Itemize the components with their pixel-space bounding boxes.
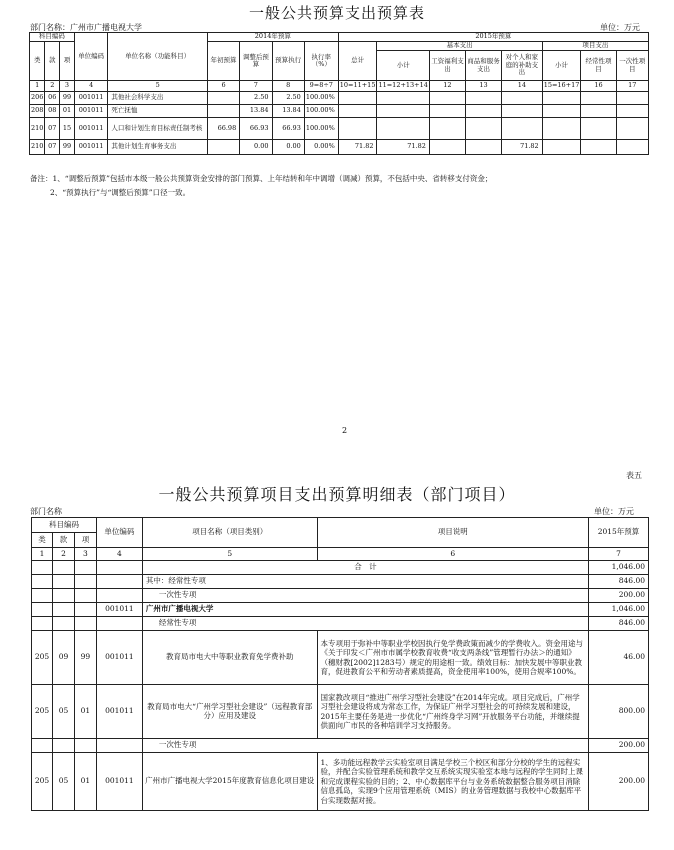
budget-expense-table <box>29 32 649 155</box>
th-subtotal: 小计 <box>377 51 429 81</box>
th-lei: 类 <box>32 533 53 548</box>
cell-project-name: 教育局市电大中等职业教育免学费补助 <box>142 631 317 685</box>
table-row <box>30 92 649 105</box>
cell-total <box>338 92 377 105</box>
onetime-section-label: 一次性专项 <box>142 739 588 753</box>
cell-name: 其他社会科学支出 <box>108 92 207 105</box>
th-project-desc: 项目说明 <box>317 518 588 548</box>
th-initial: 年初预算 <box>207 42 239 81</box>
cell-initial: 66.98 <box>207 118 239 140</box>
cell-p-subtotal <box>542 118 581 140</box>
index-cell: 3 <box>60 81 75 92</box>
cell-p-subtotal <box>542 92 581 105</box>
index-cell: 5 <box>108 81 207 92</box>
cell-onetime <box>616 118 648 140</box>
summary-onetime-value: 200.00 <box>589 589 649 603</box>
th-xiang: 项 <box>60 42 75 81</box>
cell-recurring <box>581 105 616 118</box>
cell-lei: 205 <box>32 685 53 739</box>
cell-onetime <box>616 140 648 155</box>
index-cell: 5 <box>142 548 317 561</box>
th-adjusted: 调整后预算 <box>240 42 272 81</box>
cell-goods <box>465 105 501 118</box>
top-title: 一般公共预算支出预算表 <box>248 4 425 22</box>
index-cell: 10=11+15 <box>338 81 377 92</box>
summary-recurring-row <box>32 575 649 589</box>
index-cell: 2 <box>45 81 60 92</box>
cell-project-desc: 国家教改项目“推进广州学习型社会建设”在2014年完成。项目完成后，广州学习型社会建设将成为常态工作，为保证广州学习型社会的可持续发展和建设，2015年主要任务是进一步优化“广州终身学习网”开放服务平台功能，并继续提供面向广市民的各种培训学习支持服务。 <box>317 685 588 739</box>
index-cell: 14 <box>502 81 543 92</box>
cell-initial <box>207 92 239 105</box>
th-wage: 工资福利支出 <box>429 51 465 81</box>
cell-goods <box>465 92 501 105</box>
cell-code: 001011 <box>96 631 142 685</box>
cell-project-name: 教育局市电大“广州学习型社会建设”（远程教育部分）应用及建设 <box>142 685 317 739</box>
cell-kuan: 05 <box>52 753 74 811</box>
unit-row-code: 001011 <box>96 603 142 617</box>
index-cell: 4 <box>74 81 108 92</box>
cell-total <box>338 105 377 118</box>
table-row <box>32 753 649 811</box>
cell-wage <box>429 140 465 155</box>
summary-total-value: 1,046.00 <box>589 561 649 575</box>
top-unit: 单位：万元 <box>600 23 640 32</box>
index-cell: 7 <box>589 548 649 561</box>
cell-adjusted: 2.50 <box>240 92 272 105</box>
cell-name: 死亡抚恤 <box>108 105 207 118</box>
cell-kuan: 09 <box>52 631 74 685</box>
cell-recurring <box>581 140 616 155</box>
index-cell: 6 <box>207 81 239 92</box>
index-cell: 2 <box>52 548 74 561</box>
cell-rate: 0.00% <box>304 140 338 155</box>
unit-row-name: 广州市广播电视大学 <box>142 603 588 617</box>
index-cell: 6 <box>317 548 588 561</box>
index-cell: 9=8÷7 <box>304 81 338 92</box>
cell-adjusted: 13.84 <box>240 105 272 118</box>
cell-budget: 200.00 <box>589 753 649 811</box>
summary-recurring-label: 其中：经常性专项 <box>142 575 588 589</box>
index-cell: 4 <box>96 548 142 561</box>
bottom-dept-label: 部门名称 <box>30 507 62 516</box>
page-number: 2 <box>342 426 348 435</box>
note-1: 备注：1、“调整后预算”包括市本级一般公共预算资金安排的部门预算、上年结转和年中调增（调减）预算，不包括中央、省转移支付资金； <box>30 174 493 183</box>
index-cell: 7 <box>240 81 272 92</box>
th-goods: 商品和服务支出 <box>465 51 501 81</box>
table-row <box>32 631 649 685</box>
table-label: 表五 <box>626 471 642 480</box>
index-cell: 16 <box>581 81 616 92</box>
cell-lei: 206 <box>30 92 45 105</box>
index-row <box>32 548 649 561</box>
th-basic: 基本支出 <box>377 42 542 51</box>
cell-lei: 205 <box>32 631 53 685</box>
cell-adjusted: 0.00 <box>240 140 272 155</box>
summary-total-row <box>32 561 649 575</box>
cell-wage <box>429 118 465 140</box>
summary-onetime-row <box>32 589 649 603</box>
cell-kuan: 05 <box>52 685 74 739</box>
cell-exec: 13.84 <box>272 105 304 118</box>
cell-code: 001011 <box>96 753 142 811</box>
summary-recurring-value: 846.00 <box>589 575 649 589</box>
cell-name: 其他计划生育事务支出 <box>108 140 207 155</box>
cell-kuan: 06 <box>45 92 60 105</box>
cell-subsidy <box>502 105 543 118</box>
cell-xiang: 99 <box>74 631 96 685</box>
cell-adjusted: 66.93 <box>240 118 272 140</box>
cell-rate: 100.00% <box>304 118 338 140</box>
cell-project-desc: 本专项用于弥补中等职业学校因执行免学费政策而减少的学费收入。资金用途与《关于印发＜广州市市属学校教育收费“收支两条线”管理暂行办法＞的通知》（穗财教[2002]1283号）规定的用途相一致。绩效目标：加快发展中等职业教育，促进教育公平和劳动者素质提高，资金使用率100%，使用合规率100%。 <box>317 631 588 685</box>
cell-wage <box>429 92 465 105</box>
summary-total-label: 合 计 <box>142 561 588 575</box>
cell-name: 人口和计划生育目标责任制考核 <box>108 118 207 140</box>
th-lei: 类 <box>30 42 45 81</box>
cell-subtotal <box>377 118 429 140</box>
cell-kuan: 07 <box>45 140 60 155</box>
cell-p-subtotal <box>542 105 581 118</box>
index-row <box>30 81 649 92</box>
cell-kuan: 08 <box>45 105 60 118</box>
cell-budget: 46.00 <box>589 631 649 685</box>
cell-project-name: 广州市广播电视大学2015年度教育信息化项目建设 <box>142 753 317 811</box>
recurring-section-row <box>32 617 649 631</box>
index-cell: 13 <box>465 81 501 92</box>
index-cell: 12 <box>429 81 465 92</box>
index-cell: 17 <box>616 81 648 92</box>
note-2: 2、“预算执行”与“调整后预算”口径一致。 <box>50 188 191 197</box>
cell-xiang: 99 <box>60 92 75 105</box>
onetime-section-row <box>32 739 649 753</box>
cell-code: 001011 <box>74 92 108 105</box>
th-subject-code: 科目编码 <box>30 33 75 42</box>
cell-lei: 210 <box>30 118 45 140</box>
th-onetime: 一次性项目 <box>616 51 648 81</box>
index-cell: 15=16+17 <box>542 81 581 92</box>
th-unit-code: 单位编码 <box>96 518 142 548</box>
index-cell: 8 <box>272 81 304 92</box>
recurring-section-value: 846.00 <box>589 617 649 631</box>
cell-subsidy <box>502 92 543 105</box>
cell-exec: 0.00 <box>272 140 304 155</box>
index-cell: 1 <box>30 81 45 92</box>
cell-xiang: 01 <box>74 753 96 811</box>
cell-lei: 205 <box>32 753 53 811</box>
cell-lei: 210 <box>30 140 45 155</box>
cell-goods <box>465 140 501 155</box>
th-p-subtotal: 小计 <box>542 51 581 81</box>
cell-total <box>338 118 377 140</box>
onetime-section-value: 200.00 <box>589 739 649 753</box>
index-cell: 1 <box>32 548 53 561</box>
cell-subsidy: 71.82 <box>502 140 543 155</box>
cell-subtotal: 71.82 <box>377 140 429 155</box>
cell-initial <box>207 105 239 118</box>
cell-p-subtotal <box>542 140 581 155</box>
bottom-unit: 单位：万元 <box>594 507 634 516</box>
table-row <box>32 685 649 739</box>
th-project: 项目支出 <box>542 42 648 51</box>
cell-goods <box>465 118 501 140</box>
cell-recurring <box>581 92 616 105</box>
th-unit-code: 单位编码 <box>74 33 108 81</box>
th-exec: 预算执行 <box>272 42 304 81</box>
cell-exec: 66.93 <box>272 118 304 140</box>
cell-total: 71.82 <box>338 140 377 155</box>
cell-code: 001011 <box>74 105 108 118</box>
th-total: 总计 <box>338 42 377 81</box>
project-detail-table <box>31 517 649 811</box>
th-kuan: 款 <box>45 42 60 81</box>
cell-xiang: 01 <box>60 105 75 118</box>
cell-budget: 800.00 <box>589 685 649 739</box>
cell-code: 001011 <box>96 685 142 739</box>
unit-row <box>32 603 649 617</box>
cell-code: 001011 <box>74 118 108 140</box>
cell-xiang: 01 <box>74 685 96 739</box>
cell-rate: 100.00% <box>304 92 338 105</box>
th-subsidy: 对个人和家庭的补助支出 <box>502 51 543 81</box>
th-2015: 2015年预算 <box>338 33 648 42</box>
th-rate: 执行率（%） <box>304 42 338 81</box>
top-dept-label: 部门名称：广州市广播电视大学 <box>30 23 142 32</box>
cell-onetime <box>616 105 648 118</box>
cell-recurring <box>581 118 616 140</box>
th-project-name: 项目名称（项目类别） <box>142 518 317 548</box>
cell-initial <box>207 140 239 155</box>
cell-rate: 100.00% <box>304 105 338 118</box>
recurring-section-label: 经常性专项 <box>142 617 588 631</box>
cell-subtotal <box>377 92 429 105</box>
cell-onetime <box>616 92 648 105</box>
cell-subtotal <box>377 105 429 118</box>
index-cell: 3 <box>74 548 96 561</box>
cell-subsidy <box>502 118 543 140</box>
cell-xiang: 99 <box>60 140 75 155</box>
unit-row-value: 1,046.00 <box>589 603 649 617</box>
cell-code: 001011 <box>74 140 108 155</box>
cell-wage <box>429 105 465 118</box>
cell-xiang: 15 <box>60 118 75 140</box>
index-cell: 11=12+13+14 <box>377 81 429 92</box>
table-row <box>30 118 649 140</box>
table-row <box>30 105 649 118</box>
th-recurring: 经常性项目 <box>581 51 616 81</box>
th-kuan: 款 <box>52 533 74 548</box>
summary-onetime-label: 一次性专项 <box>142 589 588 603</box>
th-xiang: 项 <box>74 533 96 548</box>
th-2014: 2014年预算 <box>207 33 338 42</box>
th-budget: 2015年预算 <box>589 518 649 548</box>
cell-kuan: 07 <box>45 118 60 140</box>
th-unit-name: 单位名称（功能科目） <box>108 33 207 81</box>
table-row <box>30 140 649 155</box>
cell-exec: 2.50 <box>272 92 304 105</box>
bottom-title: 一般公共预算项目支出预算明细表（部门项目） <box>158 485 516 504</box>
cell-project-desc: 1、多功能远程教学云实验室项目满足学校三个校区和部分分校的学生的远程实验，并配合实验管理系统和教学交互系统实现实验室本地与远程的学生同时上课和完成课程实验的目的；2、中心数据库平台与业务系统数据整合服务项目消除信息孤岛，实现9个应用管理系统（MIS）的业务管理数据与我校中心数据库平台实现数据对接。 <box>317 753 588 811</box>
cell-lei: 208 <box>30 105 45 118</box>
th-subject-code: 科目编码 <box>32 518 97 533</box>
